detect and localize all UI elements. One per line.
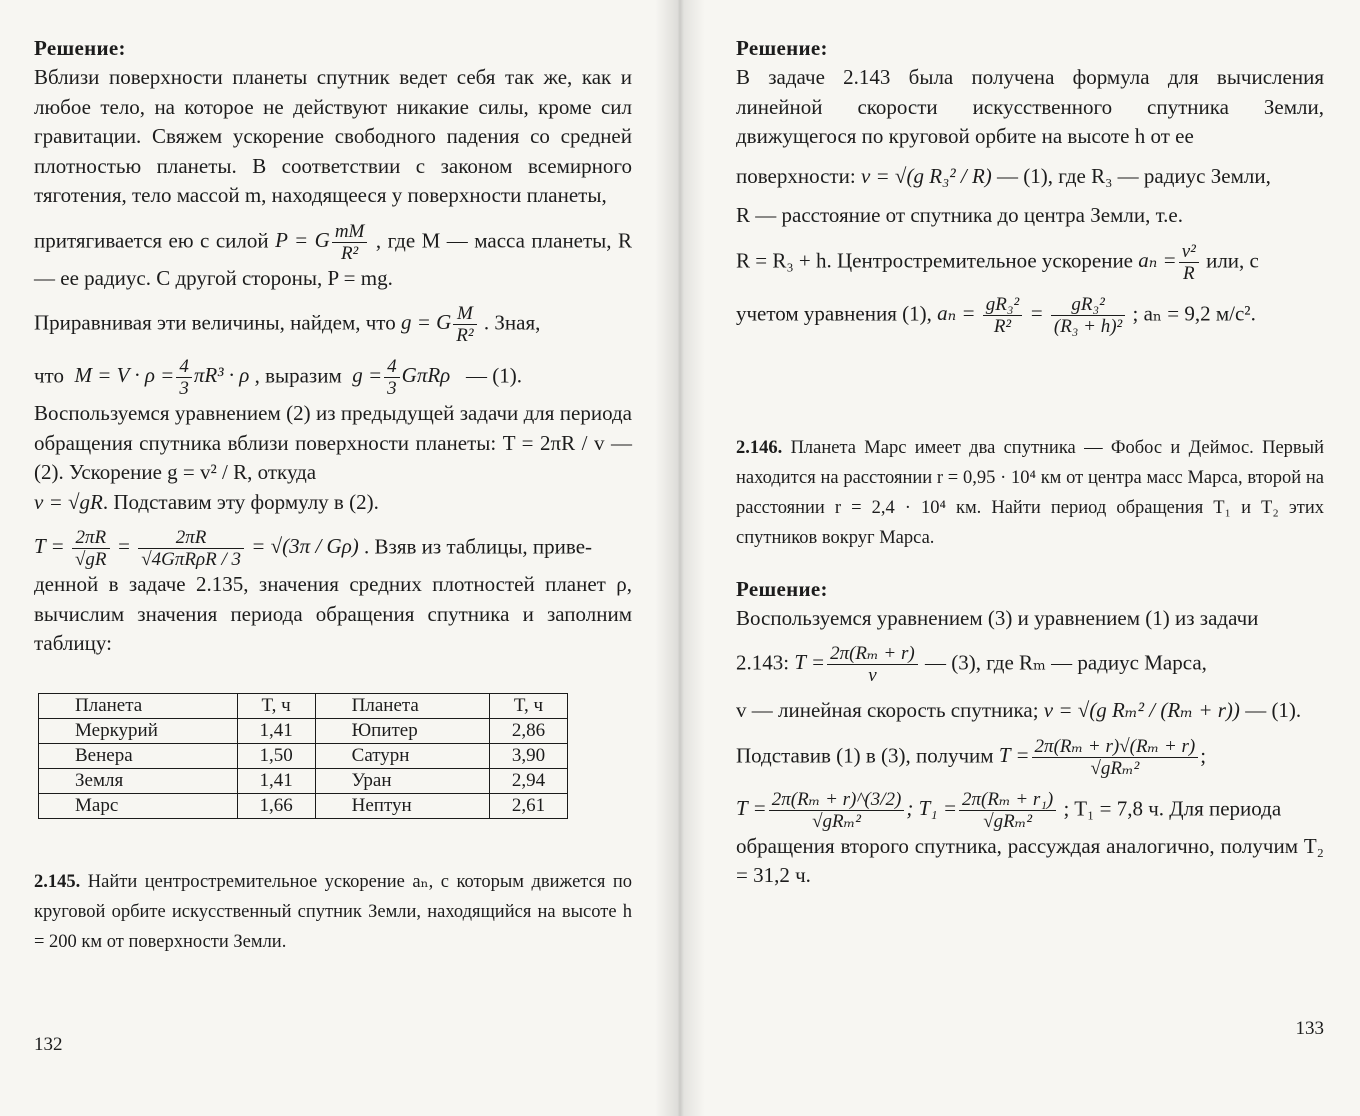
table-header-row: Планета T, ч Планета T, ч — [39, 693, 568, 718]
problem-statement: 2.145. Найти центростремительное ускорение aₙ, с которым движется по круговой орбите искусственный спутник Земли, находящийся на высоте h = 200 км от поверхности Земли. — [34, 871, 632, 952]
paragraph: R = R₃ + h. Центростремительное ускорение aₙ = $\frac{\text{v²}}{R}$ или, с — [736, 240, 1259, 284]
paragraph: T = $\frac{2\pi R}{√gR}$ = $\frac{2\pi R}{\text{√4GπRρR / 3}}$ = √(3π / Gρ) . Взяв из таблицы, приве- — [34, 527, 593, 570]
table-row: Земля 1,41 Уран 2,94 — [39, 768, 568, 793]
planet-period-table — [38, 693, 568, 819]
paragraph: v = √gR. Подставим эту формулу в (2). — [34, 489, 379, 514]
formula: T = $\frac{\text{2π(Rₘ + r)\textasciicircum{}(3/2)}}{\text{√gRₘ²}}$ ; T₁ = $\frac{\text{2π(Rₘ + r₁)}}{\text{√gRₘ²}}$ — [736, 796, 1064, 820]
formula: M = V · ρ = $\frac{4}{3}$ πR³ · ρ — [74, 356, 250, 399]
formula: aₙ = $\frac{\text{v²}}{R}$ — [1138, 248, 1201, 272]
formula: T = $\frac{\text{2π(Rₘ + r)}}{v}$ — [794, 650, 919, 674]
paragraph: поверхности: v = √(g R₃² / R) — (1), где R₃ — радиус Земли, — [736, 163, 1271, 188]
paragraph: обращения второго спутника, рассуждая аналогично, получим T₂ = 31,2 ч. — [736, 833, 1324, 887]
solution-heading: Решение: — [736, 36, 828, 60]
formula: T = $\frac{\text{2π(Rₘ + r)√(Rₘ + r)}}{\text{√gRₘ²}}$ — [999, 743, 1200, 767]
paragraph: R — расстояние от спутника до центра Земли, т.е. — [736, 203, 1183, 227]
right-page — [680, 0, 1360, 1116]
problem-statement: 2.146. Планета Марс имеет два спутника — Фобос и Деймос. Первый находится на расстоянии r = 0,95 · 10⁴ км от центра масс Марса, второй на расстоянии r = 2,4 · 10⁴ км. Найти период обращения T₁ и T₂ этих спутников вокруг Марса. — [736, 437, 1324, 548]
solution-heading: Решение: — [736, 576, 828, 601]
paragraph: T = $\frac{\text{2π(Rₘ + r)\textasciicircum{}(3/2)}}{\text{√gRₘ²}}$ ; T₁ = $\frac{\text{2π(Rₘ + r₁)}}{\text{√gRₘ²}}$ ; T₁ = 7,8 ч. Для периода — [736, 788, 1282, 832]
formula: T = $\frac{2\pi R}{√gR}$ = $\frac{2\pi R}{\text{√4GπRρR / 3}}$ = √(3π / Gρ) — [34, 527, 359, 570]
table-row: Марс 1,66 Нептун 2,61 — [39, 793, 568, 818]
paragraph: Подставив (1) в (3), получим T = $\frac{\text{2π(Rₘ + r)√(Rₘ + r)}}{\text{√gRₘ²}}$ ; — [736, 735, 1207, 779]
table-row: Венера 1,50 Сатурн 3,90 — [39, 743, 568, 768]
paragraph: притягивается ею с силой P = G $\frac{mM}{\text{R²}}$ , где M — масса планеты, R — ее радиус. С другой стороны, P = mg. — [34, 220, 633, 290]
page-number: 133 — [1295, 1018, 1324, 1039]
paragraph: В задаче 2.143 была получена формула для вычисления линейной скорости искусственного спутника Земли, движущегося по круговой орбите на высоте h от ее — [736, 65, 1324, 148]
formula: g = G $\frac{M}{\text{R²}}$ — [401, 310, 484, 334]
paragraph: Приравнивая эти величины, найдем, что g = G $\frac{M}{\text{R²}}$ . Зная, — [34, 303, 541, 346]
paragraph: учетом уравнения (1), aₙ = $\frac{\text{gR₃²}}{\text{R²}}$ = $\frac{\text{gR₃²}}{\text{(R₃ + h)²}}$ ; aₙ = 9,2 м/с². — [736, 293, 1256, 337]
formula: P = G $\frac{mM}{\text{R²}}$ — [275, 228, 376, 252]
paragraph: Воспользуемся уравнением (2) из предыдущей задачи для периода обращения спутника вблизи поверхности планеты: T = 2πR / v — (2). Ускорение g = v² / R, откуда — [34, 401, 632, 484]
paragraph: что M = V · ρ = $\frac{4}{3}$ πR³ · ρ , выразим g = $\frac{4}{3}$ GπRρ — (1). — [34, 356, 523, 399]
formula: v = √(g R₃² / R) — [860, 163, 992, 188]
paragraph: денной в задаче 2.135, значения средних плотностей планет ρ, вычислим значения периода обращения спутника и заполним таблицу: — [34, 572, 632, 655]
formula: aₙ = $\frac{\text{gR₃²}}{\text{R²}}$ = $\frac{\text{gR₃²}}{\text{(R₃ + h)²}}$ — [937, 301, 1132, 325]
formula: g = $\frac{4}{3}$ GπRρ — [352, 356, 451, 399]
paragraph: v — линейная скорость спутника; v = √(g Rₘ² / (Rₘ + r)) — (1). — [736, 698, 1302, 722]
paragraph: Воспользуемся уравнением (3) и уравнением (1) из задачи — [736, 605, 1259, 630]
paragraph: Вблизи поверхности планеты спутник ведет себя так же, как и любое тело, на которое не действуют никакие силы, кроме сил гравитации. Свяжем ускорение свободного падения со средней плотностью планеты. В соответствии с законом всемирного тяготения, тело массой m, находящееся у поверхности планеты, — [34, 65, 632, 207]
page-number: 132 — [34, 1034, 63, 1055]
table-row: Меркурий 1,41 Юпитер 2,86 — [39, 718, 568, 743]
formula: v = √(g Rₘ² / (Rₘ + r)) — [1043, 698, 1240, 722]
paragraph: 2.143: T = $\frac{\text{2π(Rₘ + r)}}{v}$ — (3), где Rₘ — радиус Марса, — [736, 643, 1207, 686]
solution-heading: Решение: — [34, 36, 126, 60]
